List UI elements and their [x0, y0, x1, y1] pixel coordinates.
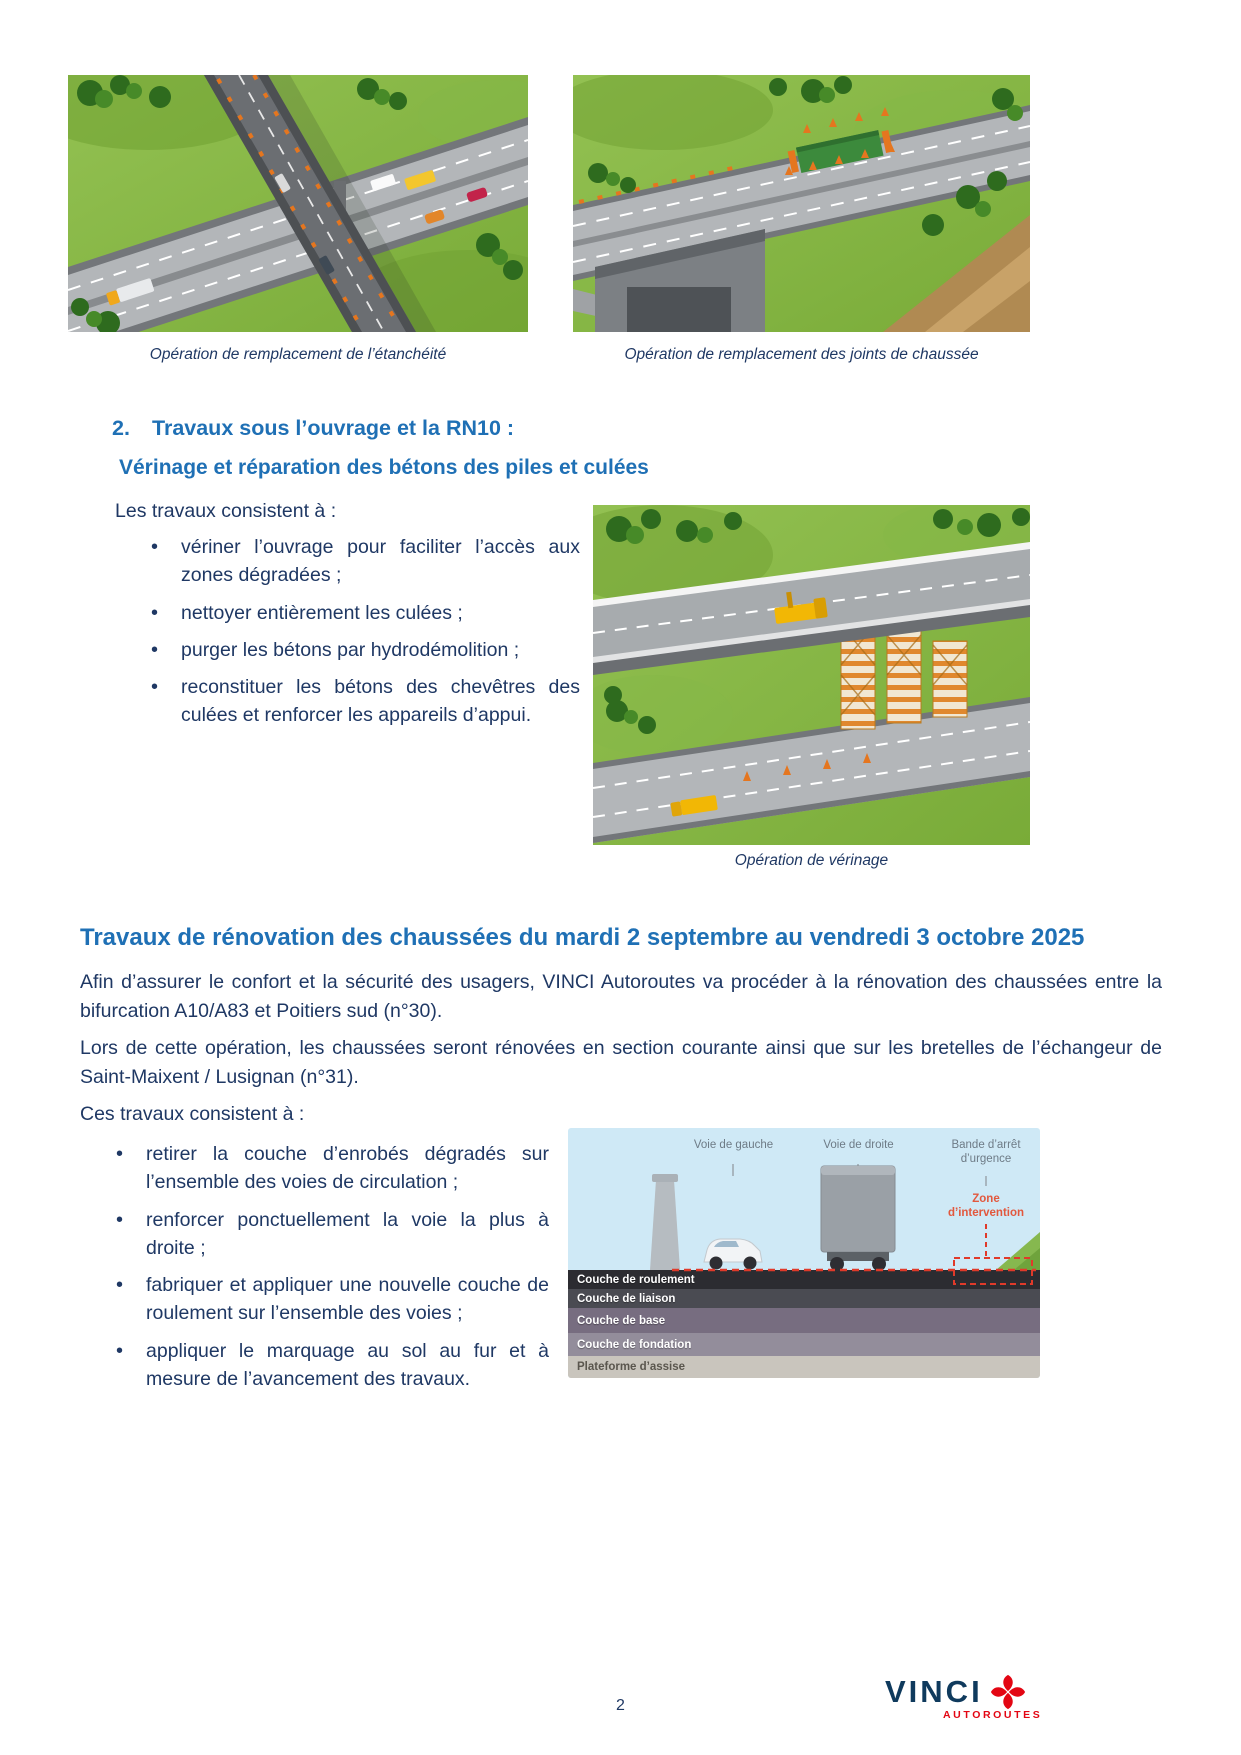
list-item	[148, 533, 580, 590]
lane-label-left: Voie de gauche	[693, 1139, 774, 1151]
list-item	[148, 673, 580, 730]
road-cross-section-diagram	[568, 1128, 1040, 1378]
renovation-intro: Ces travaux consistent à :	[80, 1103, 305, 1125]
caption-joints: Opération de remplacement des joints de chaussée	[624, 346, 979, 363]
bullet-text: nettoyer entièrement les culées ;	[181, 601, 463, 624]
verinage-scaffolding-art	[593, 505, 1030, 845]
list-item	[113, 1140, 549, 1197]
car-graphic	[704, 1239, 762, 1270]
highway-overpass-art	[68, 75, 528, 332]
illustration-etancheite	[68, 75, 528, 332]
list-item	[113, 1206, 549, 1263]
lane-label-right: Voie de droite	[823, 1139, 894, 1151]
layer-roulement: Couche de roulement	[568, 1270, 1040, 1289]
bullet-text: renforcer ponctuellement la voie la plus à droite ;	[146, 1208, 549, 1259]
section-title: Travaux sous l’ouvrage et la RN10 :	[152, 416, 515, 440]
vinci-flower-icon	[990, 1674, 1026, 1710]
bullet-text: appliquer le marquage au sol au fur et à mesure de l’avancement des travaux.	[146, 1339, 549, 1390]
list-item	[148, 636, 580, 664]
vinci-autoroutes-logo	[885, 1674, 1045, 1721]
truck-graphic	[821, 1166, 895, 1271]
layer-base: Couche de base	[568, 1308, 1040, 1333]
renovation-title: Travaux de rénovation des chaussées du mardi 2 septembre au vendredi 3 octobre 2025	[80, 924, 1085, 951]
vinci-wordmark: VINCI	[885, 1674, 983, 1709]
caption-verinage: Opération de vérinage	[734, 852, 889, 869]
lane-label-emergency: Bande d’arrêt d’urgence	[951, 1139, 1021, 1166]
bullet-text: purger les bétons par hydrodémolition ;	[181, 638, 520, 661]
ouvrage-intro: Les travaux consistent à :	[115, 500, 337, 522]
renovation-paragraph-2: Lors de cette opération, les chaussées seront rénovées en section courante ainsi que sur les bretelles de l’échangeur de Saint-Maixent / Lusignan (n°31).	[80, 1037, 1162, 1089]
layer-fondation: Couche de fondation	[568, 1333, 1040, 1356]
layer-plateforme: Plateforme d’assise	[568, 1356, 1040, 1378]
page-number: 2	[616, 1697, 625, 1714]
bullet-text: retirer la couche d’enrobés dégradés sur l’ensemble des voies de circulation ;	[146, 1143, 549, 1194]
bullet-text: reconstituer les bétons des chevêtres des culées et renforcer les appareils d’appui.	[181, 676, 580, 727]
section-ouvrage-heading	[112, 416, 514, 441]
caption-etancheite: Opération de remplacement de l’étanchéité	[149, 346, 447, 363]
bullet-text: vériner l’ouvrage pour faciliter l’accès aux zones dégradées ;	[181, 536, 580, 587]
roadworks-joints-art	[573, 75, 1030, 332]
illustration-joints	[573, 75, 1030, 332]
section-number: 2.	[112, 416, 130, 440]
renovation-paragraph-1: Afin d’assurer le confort et la sécurité des usagers, VINCI Autoroutes va procéder à la rénovation des chaussées entre la bifurcation A10/A83 et Poitiers sud (n°30).	[80, 971, 1162, 1023]
list-item	[113, 1271, 549, 1328]
renovation-bullet-list	[113, 1140, 549, 1402]
ouvrage-bullet-list	[148, 533, 580, 739]
bullet-text: fabriquer et appliquer une nouvelle couche de roulement sur l’ensemble des voies ;	[146, 1274, 549, 1325]
layer-liaison: Couche de liaison	[568, 1289, 1040, 1308]
list-item	[113, 1337, 549, 1394]
list-item	[148, 599, 580, 627]
illustration-verinage	[593, 505, 1030, 845]
section-ouvrage-subtitle: Vérinage et réparation des bétons des piles et culées	[119, 456, 649, 479]
zone-intervention-label: Zone d’intervention	[947, 1193, 1025, 1220]
autoroutes-wordmark: AUTOROUTES	[943, 1709, 1043, 1721]
